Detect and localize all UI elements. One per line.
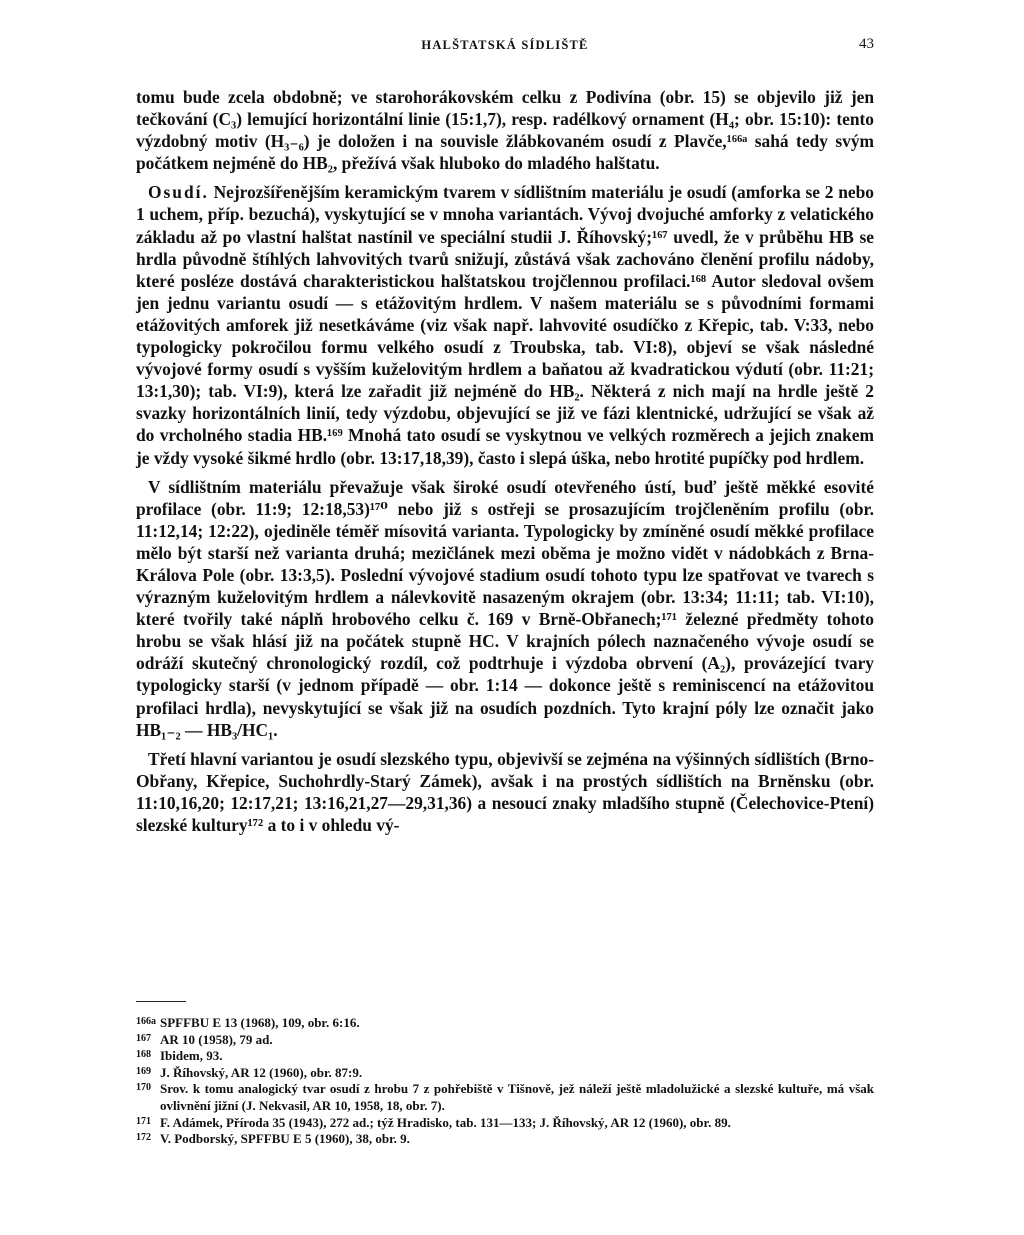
footnote-number: 166a [136,1016,156,1027]
footnote-169 [136,1065,874,1082]
footnote-text: Ibidem, 93. [160,1048,223,1064]
footnote-166a [136,1015,874,1032]
page-number: 43 [859,36,874,52]
footnote-text: F. Adámek, Příroda 35 (1943), 272 ad.; týž Hradisko, tab. 131—133; J. Říhovský, AR 12 (1960), obr. 89. [160,1114,731,1130]
footnote-divider [136,1001,186,1002]
footnote-text: AR 10 (1958), 79 ad. [160,1031,273,1047]
paragraph-1: tomu bude zcela obdobně; ve starohorákovském celku z Podivína (obr. 15) se objevilo již jen tečkování (C₃) lemující horizontální linie (15:1,7), resp. radélkový ornament (H₄; obr. 15:10): tento výzdobný motiv (H₃₋₆) je doložen i na souvisle žlábkovaném osudí z Plavče,¹⁶⁶ᵃ sahá tedy svým počátkem nejméně do HB₂, přežívá však hluboko do mladého halštatu. [136,87,874,174]
footnote-text: SPFFBU E 13 (1968), 109, obr. 6:16. [160,1015,360,1030]
footnote-text: V. Podborský, SPFFBU E 5 (1960), 38, obr. 9. [160,1131,410,1147]
section-lead-osudi: Osudí. [148,182,209,203]
footnote-text: Srov. k tomu analogický tvar osudí z hrobu 7 z pohřebiště v Tišnově, jež náleží ještě mladolužické a slezské kultuře, má však ovlivnění jižní (J. Nekvasil, AR 10, 1958, 18, obr. 7). [160,1081,874,1113]
footnote-number: 172 [136,1132,151,1144]
body-text [136,86,874,836]
paragraph-2-text: Nejrozšířenějším keramickým tvarem v sídlištním materiálu je osudí (amforka se 2 nebo 1 uchem, příp. bezuchá), vyskytující se v mnoha variantách. Vývoj dvojuché amforky z velatického základu až po vlastní halštat nastínil ve speciální studii J. Říhovský;¹⁶⁷ uvedl, že v průběhu HB se hrdla původně štíhlých lahvovitých tvarů snižují, zůstává však zachováno členění profilu nádoby, které posléze dostává charakteristickou halštatskou trojčlennou profilaci.¹⁶⁸ Autor sledoval ovšem jen jednu variantu osudí — s etážovitým hrdlem. V našem materiálu se s původními formami etážovitých amforek již nesetkáváme (viz však např. lahvovité osudíčko z Křepic, tab. V:33, nebo typologicky pokročilou formu velkého osudí z Troubska, tab. VI:8), objeví se však následné vývojové formy osudí s vyšším kuželovitým hrdlem a baňatou až kvadratickou výdutí (obr. 11:21; 13:1,30); tab. VI:9), která lze zařadit již nejméně do HB₂. Některá z nich mají na hrdle ještě 2 svazky horizontálních linií, tedy výzdobu, objevující se již ve fázi klentnické, udržující se však až do vrcholného stadia HB.¹⁶⁹ Mnohá tato osudí se vyskytnou ve velkých rozměrech a jejich znakem je vždy vysoké šikmé hrdlo (obr. 13:17,18,39), často i slepá úška, nebo hrotité pupíčky pod hrdlem. [136,182,874,468]
footnote-172 [136,1131,874,1148]
page-header [136,36,874,60]
running-head: HALŠTATSKÁ SÍDLIŠTĚ [421,38,589,52]
footnote-number: 167 [136,1032,151,1044]
footnote-171 [136,1115,874,1132]
footnote-number: 171 [136,1115,151,1127]
paragraph-4: Třetí hlavní variantou je osudí slezského typu, objevivší se zejména na výšinných sídlištích (Brno-Obřany, Křepice, Suchohrdly-Starý Zámek), avšak i na prostých sídlištích na Brněnsku (obr. 11:10,16,20; 12:17,21; 13:16,21,27—29,31,36) a nesoucí znaky mladšího stupně (Čelechovice-Ptení) slezské kultury¹⁷² a to i v ohledu vý- [136,748,874,835]
footnote-170 [136,1081,874,1114]
paragraph-2 [136,181,874,468]
footnotes [136,1015,874,1148]
footnote-number: 168 [136,1049,151,1061]
footnote-text: J. Říhovský, AR 12 (1960), obr. 87:9. [160,1064,363,1080]
footnote-number: 169 [136,1065,151,1077]
footnote-number: 170 [136,1082,151,1094]
paragraph-3: V sídlištním materiálu převažuje však široké osudí otevřeného ústí, buď ještě měkké esovité profilace (obr. 11:9; 12:18,53)¹⁷⁰ nebo již s ostřeji se prosazujícím trojčleněním profilu (obr. 11:12,14; 12:22), ojediněle téměř mísovitá varianta. Typologicky by zmíněné osudí měkké profilace mělo být starší než varianta druhá; mezičlánek mezi oběma je možno vidět v nádobkách z Brna-Králova Pole (obr. 13:3,5). Poslední vývojové stadium osudí tohoto typu lze spatřovat ve tvarech s výrazným kuželovitým hrdlem a nálevkovitě nasazeným okrajem (obr. 13:34; 11:11; tab. VI:10), které tvořily také náplň hrobového celku č. 169 v Brně-Obřanech;¹⁷¹ železné předměty tohoto hrobu se však hlásí již na počátek stupně HC. V krajních pólech naznačeného vývoje osudí se odráží skutečný chronologický rozdíl, což podtrhuje i výzdoba obrvení (A₂), provázející tvary typologicky starší (v jednom případě — obr. 1:14 — dokonce ještě s reminiscencí na etážovitou profilaci hrdla), nevyskytující se však již na osudích pozdních. Tyto krajní póly lze označit jako HB₁₋₂ — HB₃/HC₁. [136,476,874,740]
footnote-167 [136,1032,874,1049]
footnote-168 [136,1048,874,1065]
